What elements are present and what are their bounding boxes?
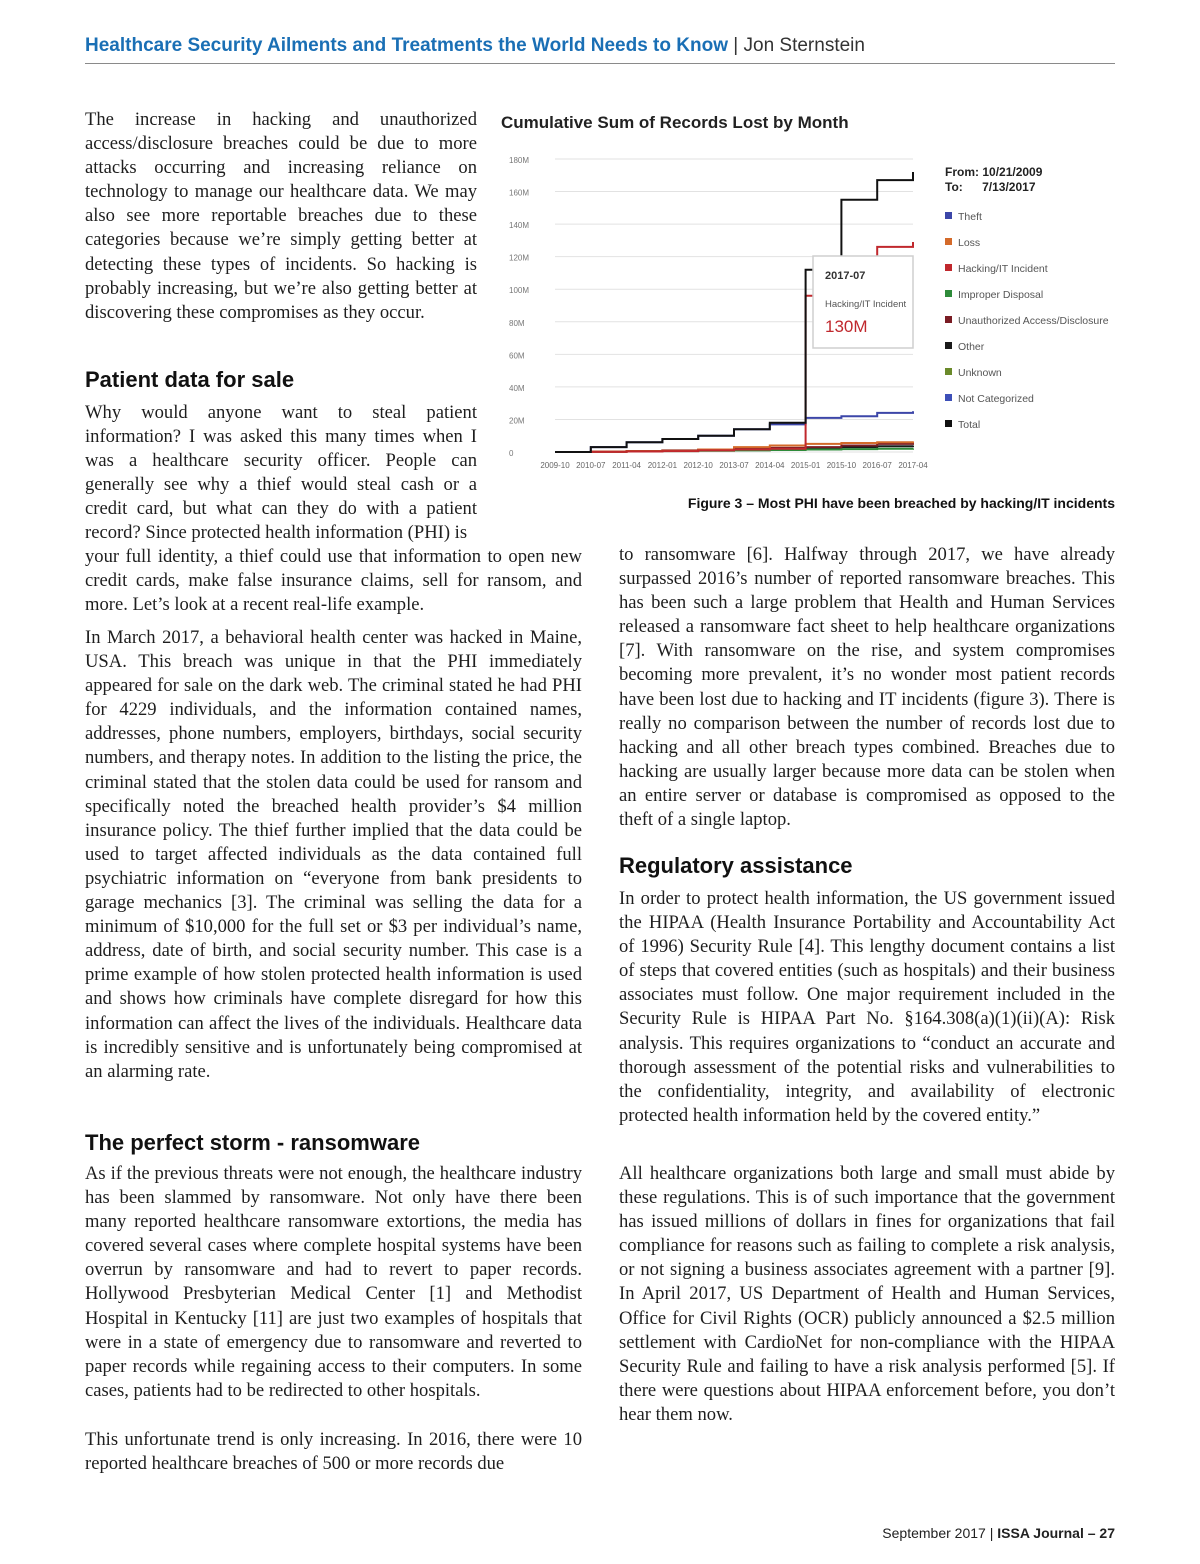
x-tick-label: 2014-04 [755, 461, 785, 470]
paragraph-ransomware-slammed: As if the previous threats were not enough, the healthcare industry has been slammed by ransomware. Not only have there been many reported healthcare ransomware extortions, the media has covered several cases where complete hospital systems have been overrun by ransomware and had to revert to paper records. Hollywood Presbyterian Medical Center [1] and Methodist Hospital in Kentucky [11] are just two examples of hospitals that were in a state of emergency due to ransomware and reverted to paper records while regaining access to their computers. In some cases, patients had to be redirected to other hospitals. [85, 1163, 582, 1401]
x-tick-label: 2013-07 [719, 461, 749, 470]
running-header [85, 34, 1115, 58]
x-tick-label: 2011-04 [612, 461, 641, 470]
legend-label: Not Categorized [958, 393, 1034, 405]
y-tick-label: 60M [509, 351, 525, 361]
x-tick-label: 2015-10 [826, 461, 857, 470]
paragraph-ransomware-breaches: to ransomware [6]. Halfway through 2017, we have already surpassed 2016’s number of reported ransomware breaches. This has been such a large problem that Health and Human Services released a ransomware fact sheet to help healthcare organizations [7]. With ransomware on the rise, and system compromises becoming more prevalent, it’s no wonder most patient records have been lost due to hacking and IT incidents (figure 3). There is really no comparison between the number of records lost due to hacking and all other breach types combined. Breaches due to hacking are usually larger because more data can be stolen when an entire server or database is compromised as opposed to the theft of a single laptop. [619, 544, 1115, 831]
legend-swatch [945, 368, 952, 375]
y-tick-label: 40M [509, 383, 525, 393]
y-tick-label: 20M [509, 416, 525, 426]
legend-swatch [945, 290, 952, 297]
svg-text:From: 10/21/2009 [945, 165, 1043, 179]
paragraph-why-steal-part2: your full identity, a thief could use that information to open new credit cards, make false insurance claims, sell for ransom, and more. Let’s look at a recent real-life example. [85, 546, 582, 616]
legend-label: Unknown [958, 367, 1002, 379]
y-tick-label: 120M [509, 253, 530, 263]
tooltip-date: 2017-07 [825, 270, 866, 282]
svg-text:To: 7/13/2017 [945, 180, 1036, 194]
legend-swatch [945, 238, 952, 245]
x-tick-label: 2012-10 [683, 461, 713, 470]
header-separator: | [733, 35, 739, 56]
legend-label: Other [958, 341, 985, 353]
y-tick-label: 140M [509, 221, 530, 231]
y-tick-label: 160M [509, 188, 530, 198]
x-tick-label: 2009-10 [540, 461, 570, 470]
chart-tooltip [813, 256, 913, 348]
chart-date-range [945, 165, 1043, 194]
range-to-date: 7/13/2017 [982, 180, 1036, 194]
legend-label: Theft [958, 211, 982, 223]
footer-separator: | [989, 1525, 994, 1541]
x-tick-label: 2010-07 [576, 461, 606, 470]
legend-swatch [945, 264, 952, 271]
article-title: Healthcare Security Ailments and Treatments the World Needs to Know [85, 35, 728, 56]
x-tick-label: 2017-04 [898, 461, 928, 470]
y-tick-label: 80M [509, 318, 525, 328]
legend-label: Unauthorized Access/Disclosure [958, 315, 1109, 327]
range-from-date: 10/21/2009 [982, 165, 1043, 179]
range-to-label: To: [945, 180, 963, 194]
page-footer [700, 1524, 1115, 1542]
chart-y-tick-labels [509, 156, 529, 458]
header-rule [85, 63, 1115, 64]
tooltip-series: Hacking/IT Incident [825, 299, 907, 310]
legend-label: Total [958, 419, 981, 431]
chart-title: Cumulative Sum of Records Lost by Month [501, 113, 849, 132]
legend-label: Loss [958, 237, 981, 249]
paragraph-hacking-increase: The increase in hacking and unauthorized access/disclosure breaches could be due to more attacks occurring and increasing reliance on technology to manage our healthcare data. We may also see more reportable breaches due to these categories because we’re simply getting better at detecting these types of incidents. So hacking is probably increasing, but we’re also getting better at discovering these compromises as they occur. [85, 109, 477, 323]
y-tick-label: 100M [509, 286, 530, 296]
paragraph-maine-breach: In March 2017, a behavioral health center was hacked in Maine, USA. This breach was unique in that the PHI immediately appeared for sale on the dark web. The criminal stated he had PHI for 4229 individuals, and the information contained names, addresses, phone numbers, employers, birthdays, social security numbers, and therapy notes. In addition to the listing the price, the criminal stated that the stolen data could be used for ransom and specifically noted the breached health provider’s $4 million insurance policy. The thief further implied that the data could be used to target affected individuals as the data contained full psychiatric information on “everyone from bank presidents to garage mechanics [3]. The criminal was selling the data for a minimum of $10,000 for the full set or $3 per individual’s name, address, date of birth, and social security number. This case is a prime example of how stolen protected health information is used and shows how criminals have complete disregard for how this information can affect the lives of the individuals. Healthcare data is incredibly sensitive and is unfortunately being compromised at an alarming rate. [85, 627, 582, 1082]
legend-label: Hacking/IT Incident [958, 263, 1048, 275]
footer-journal: ISSA Journal – 27 [997, 1525, 1115, 1541]
x-tick-label: 2012-01 [647, 461, 678, 470]
x-tick-label: 2016-07 [862, 461, 892, 470]
legend-label: Improper Disposal [958, 289, 1044, 301]
records-lost-chart [495, 104, 1115, 484]
legend-swatch [945, 212, 952, 219]
legend-swatch [945, 394, 952, 401]
paragraph-trend-increasing: This unfortunate trend is only increasing. In 2016, there were 10 reported healthcare breaches of 500 or more records due [85, 1429, 582, 1475]
legend-swatch [945, 342, 952, 349]
x-tick-label: 2015-01 [790, 461, 821, 470]
footer-date: September 2017 [882, 1525, 986, 1541]
chart-svg [495, 104, 1115, 484]
range-from-label: From: [945, 165, 979, 179]
heading-regulatory-assistance: Regulatory assistance [619, 853, 853, 878]
chart-x-tick-labels [540, 461, 928, 470]
y-tick-label: 180M [509, 156, 530, 165]
paragraph-hipaa-security-rule: In order to protect health information, the US government issued the HIPAA (Health Insurance Portability and Accountability Act of 1996) Security Rule [4]. This lengthy document contains a list of steps that covered entities (such as hospitals) and their business associates must follow. One major requirement included in the Security Rule is HIPAA Part No. §164.308(a)(1)(ii)(A): Risk analysis. This requires organizations to “conduct an accurate and thorough assessment of the potential risks and vulnerabilities to the confidentiality, integrity, and availability of electronic protected health information held by the covered entity.” [619, 888, 1115, 1126]
paragraph-why-steal-part1: Why would anyone want to steal patient information? I was asked this many times when I was a healthcare security officer. People can generally see why a thief would steal cash or a credit card, but what can they do with a patient record? Since protected health information (PHI) is [85, 402, 477, 544]
chart-legend [945, 211, 1109, 431]
author-name: Jon Sternstein [743, 35, 865, 56]
heading-perfect-storm: The perfect storm - ransomware [85, 1130, 420, 1155]
tooltip-value: 130M [825, 317, 868, 336]
legend-swatch [945, 316, 952, 323]
heading-patient-data-for-sale: Patient data for sale [85, 367, 295, 392]
paragraph-abide-regulations: All healthcare organizations both large and small must abide by these regulations. This is of such importance that the government has issued millions of dollars in fines for organizations that fail compliance for reasons such as failing to complete a risk analysis, or not signing a business associates agreement with a partner [9]. In April 2017, US Department of Health and Human Services, Office for Civil Rights (OCR) publicly announced a $2.5 million settlement with CardioNet for non-compliance with the HIPAA Security Rule and failing to have a risk analysis performed [5]. If there were questions about HIPAA enforcement before, you don’t hear them now. [619, 1163, 1115, 1425]
figure-caption: Figure 3 – Most PHI have been breached by hacking/IT incidents [687, 495, 1115, 511]
y-tick-label: 0 [509, 449, 514, 458]
legend-swatch [945, 420, 952, 427]
